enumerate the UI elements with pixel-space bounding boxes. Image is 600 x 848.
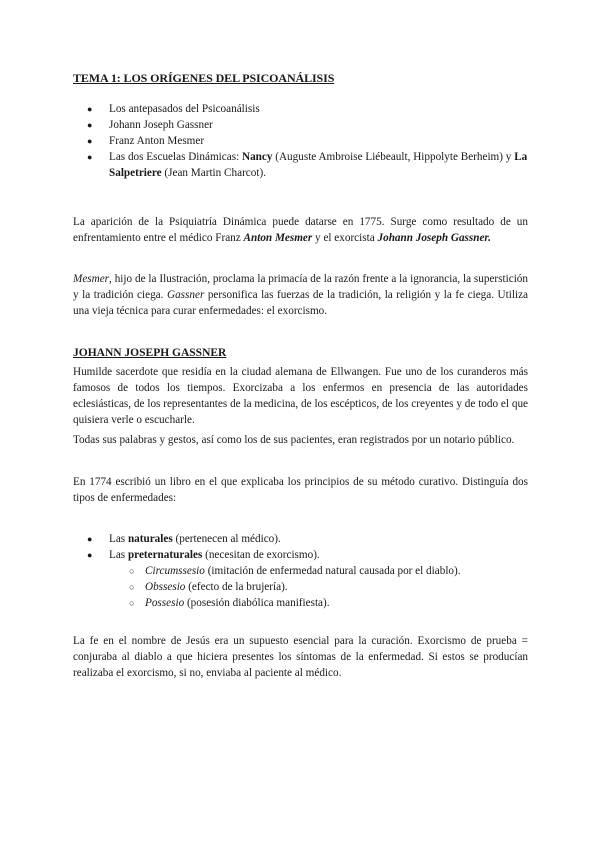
sub-list — [73, 563, 528, 611]
list-item — [73, 547, 528, 611]
sub-list-item — [73, 595, 528, 611]
nancy-school-label: Nancy — [241, 151, 273, 163]
paragraph-faith: La fe en el nombre de Jesús era un supuesto esencial para la curación. Exorcismo de prueba = conjuraba al diablo a que hiciera presentes los síntomas de la enfermedad. Si estos se producían realizaba el exorcismo, si no, enviaba al paciente al médico. — [73, 635, 528, 679]
paragraph-text: y el exorcista — [312, 232, 378, 244]
section-heading: JOHANN JOSEPH GASSNER — [73, 347, 227, 359]
name-gassner: Gassner — [167, 289, 205, 301]
name-mesmer: Anton Mesmer — [243, 232, 313, 244]
nancy-school-detail: (Auguste Ambroise Liébeault, Hippolyte Berheim) y — [272, 151, 515, 163]
list-item-text: Las — [109, 533, 128, 545]
list-item-text: (posesión diabólica manifiesta). — [184, 597, 330, 609]
page-title: TEMA 1: LOS ORÍGENES DEL PSICOANÁLISIS — [73, 71, 335, 85]
paragraph-mesmer-gassner — [73, 271, 528, 319]
outline-list — [73, 101, 528, 181]
list-item — [73, 133, 528, 149]
outline-item-text: Las dos Escuelas Dinámicas: — [109, 151, 242, 163]
term-possesio: Possesio — [145, 597, 185, 609]
paragraph-text: , hijo de la Ilustración, proclama la primacía de la razón frente a la ignorancia, la superstición y la tradición ciega. — [73, 273, 528, 301]
list-item — [73, 101, 528, 117]
name-mesmer: Mesmer — [73, 273, 110, 285]
paragraph-book: En 1774 escribió un libro en el que explicaba los principios de su método curativo. Distinguía dos tipos de enfermedades: — [73, 476, 528, 504]
sub-list-item — [73, 563, 528, 579]
list-item — [73, 149, 528, 181]
term-preternaturales: preternaturales — [127, 549, 203, 561]
disease-list — [73, 531, 528, 611]
list-item-text: (necesitan de exorcismo). — [202, 549, 320, 561]
list-item — [73, 531, 528, 547]
paragraph-text: personifica las fuerzas de la tradición, la religión y la fe ciega. Utiliza una vieja técnica para curar enfermedades: el exorcismo. — [73, 289, 529, 317]
name-gassner: Johann Joseph Gassner. — [377, 232, 491, 244]
list-item — [73, 117, 528, 133]
term-obssesio: Obssesio — [145, 581, 186, 593]
paragraph-notary: Todas sus palabras y gestos, así como los de sus pacientes, eran registrados por un notario público. — [73, 434, 515, 446]
list-item-text: (efecto de la brujería). — [185, 581, 288, 593]
paragraph-origin — [73, 214, 528, 246]
sub-list-item — [73, 579, 528, 595]
list-item-text: (pertenecen al médico). — [172, 533, 281, 545]
outline-item-text: Franz Anton Mesmer — [109, 135, 205, 147]
outline-item-text: Johann Joseph Gassner — [109, 119, 213, 131]
outline-item-text: Los antepasados del Psicoanálisis — [109, 103, 260, 115]
paragraph-text: La aparición de la Psiquiatría Dinámica puede datarse en 1775. Surge como resultado de un enfrentamiento entre el médico Franz — [73, 216, 528, 244]
list-item-text: (imitación de enfermedad natural causada por el diablo). — [204, 565, 461, 577]
salpetriere-school-label: La Salpetriere — [109, 151, 528, 179]
term-circumssesio: Circumssesio — [145, 565, 205, 577]
paragraph-biography: Humilde sacerdote que residía en la ciudad alemana de Ellwangen. Fue uno de los curanderos más famosos de todos los tiempos. Exorcizaba a los enfermos en presencia de las autoridades eclesiásticas, de los representantes de la medicina, de los escépticos, de los creyentes y de todo el que quisiera verle o escucharle. — [73, 366, 528, 426]
list-item-text: Las — [109, 549, 128, 561]
salpetriere-school-detail: (Jean Martin Charcot). — [161, 167, 266, 179]
term-naturales: naturales — [127, 533, 173, 545]
